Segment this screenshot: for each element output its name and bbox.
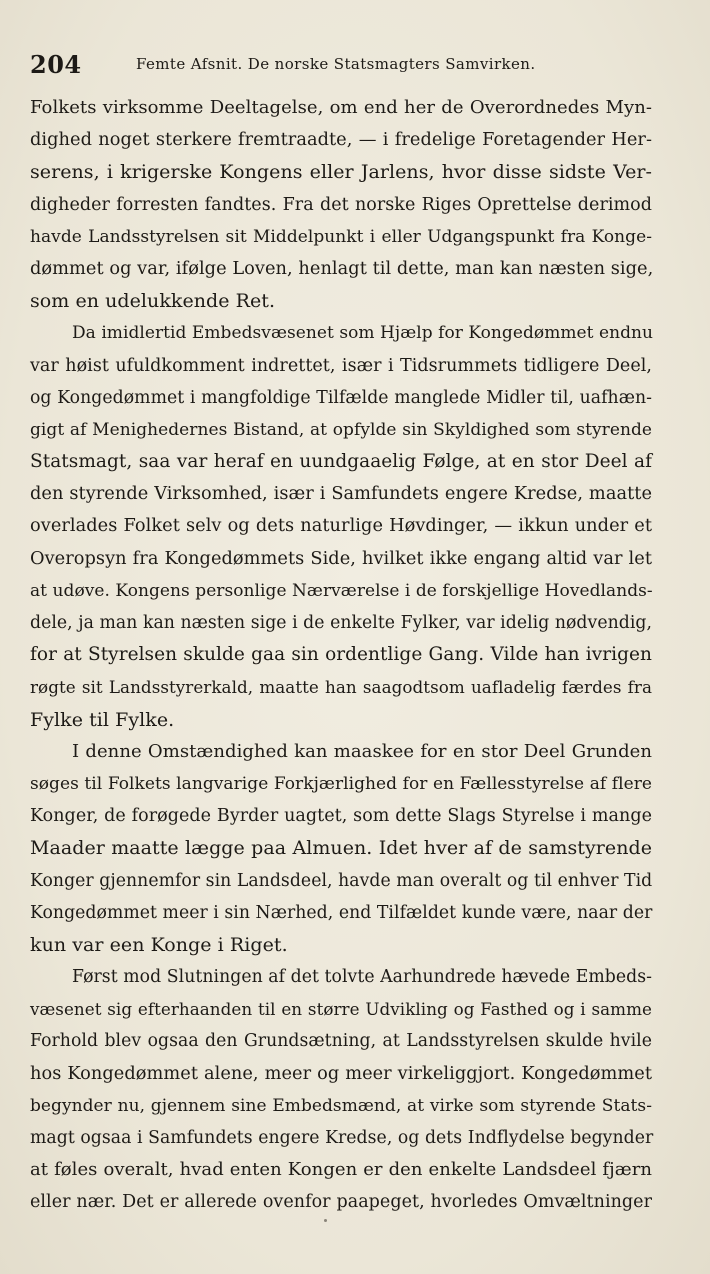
text-line: søges til Folkets langvarige Forkjærlighed for en Fællesstyrelse af flere — [30, 773, 652, 794]
body-text — [30, 92, 652, 1219]
text-line: digheder forresten fandtes. Fra det norske Riges Oprettelse derimod — [30, 194, 652, 215]
text-line: Overopsyn fra Kongedømmets Side, hvilket ikke engang altid var let — [30, 548, 652, 569]
page-header — [30, 48, 682, 84]
text-line: gigt af Menighedernes Bistand, at opfylde sin Skyldighed som styrende — [30, 419, 652, 440]
text-line: Forhold blev ogsaa den Grundsætning, at Landsstyrelsen skulde hvile — [30, 1031, 652, 1052]
text-line: at føles overalt, hvad enten Kongen er den enkelte Landsdeel fjærn — [30, 1159, 652, 1181]
text-line: serens, i krigerske Kongens eller Jarlens, hvor disse sidste Ver- — [30, 161, 652, 184]
text-line: Konger, de forøgede Byrder uagtet, som dette Slags Styrelse i mange — [30, 806, 652, 827]
text-line: overlades Folket selv og dets naturlige Høvdinger, — ikkun under et — [30, 516, 652, 537]
text-line: havde Landsstyrelsen sit Middelpunkt i eller Udgangspunkt fra Konge- — [30, 226, 652, 247]
text-line: Konger gjennemfor sin Landsdeel, havde man overalt og til enhver Tid — [30, 870, 653, 891]
text-line: kun var een Konge i Riget. — [30, 933, 288, 956]
text-line: som en udelukkende Ret. — [30, 290, 276, 313]
text-line: Først mod Slutningen af det tolvte Aarhundrede hævede Embeds- — [72, 967, 652, 988]
text-line: dømmet og var, ifølge Loven, henlagt til dette, man kan næsten sige, — [30, 258, 654, 279]
text-line: Maader maatte lægge paa Almuen. Idet hver af de samstyrende — [30, 837, 652, 860]
text-line: hos Kongedømmet alene, meer og meer virkeliggjort. Kongedømmet — [30, 1063, 652, 1084]
text-line: den styrende Virksomhed, især i Samfundets engere Kredse, maatte — [30, 484, 652, 505]
text-line: magt ogsaa i Samfundets engere Kredse, og dets Indflydelse begynder — [30, 1128, 654, 1148]
page-number: 204 — [30, 50, 82, 79]
text-line: eller nær. Det er allerede ovenfor paapeget, hvorledes Omvæltninger — [30, 1192, 652, 1213]
text-line: Statsmagt, saa var heraf en uundgaaelig Følge, at en stor Deel af — [30, 451, 652, 473]
text-line: væsenet sig efterhaanden til en større Udvikling og Fasthed og i samme — [30, 999, 652, 1020]
text-line: var høist ufuldkomment indrettet, især i Tidsrummets tidligere Deel, — [30, 355, 652, 376]
text-line: at udøve. Kongens personlige Nærværelse i de forskjellige Hovedlands- — [30, 580, 653, 601]
text-line: Da imidlertid Embedsvæsenet som Hjælp for Kongedømmet endnu — [72, 323, 654, 344]
running-head: Femte Afsnit. De norske Statsmagters Samvirken. — [136, 55, 536, 73]
page-speck — [324, 1219, 327, 1222]
text-line: dele, ja man kan næsten sige i de enkelte Fylker, var idelig nødvendig, — [30, 613, 653, 633]
text-line: I denne Omstændighed kan maaskee for en stor Deel Grunden — [72, 740, 652, 762]
text-line: dighed noget sterkere fremtraadte, — i fredelige Foretagender Her- — [30, 130, 652, 151]
text-line: og Kongedømmet i mangfoldige Tilfælde manglede Midler til, uafhæn- — [30, 387, 652, 408]
text-line: Fylke til Fylke. — [30, 708, 175, 731]
text-line: røgte sit Landsstyrerkald, maatte han saagodtsom uafladelig færdes fra — [30, 677, 652, 698]
text-line: Kongedømmet meer i sin Nærhed, end Tilfældet kunde være, naar der — [30, 902, 653, 923]
text-line: begynder nu, gjennem sine Embedsmænd, at virke som styrende Stats- — [30, 1095, 652, 1116]
text-line: for at Styrelsen skulde gaa sin ordentlige Gang. Vilde han ivrigen — [30, 644, 652, 666]
text-line: Folkets virksomme Deeltagelse, om end her de Overordnedes Myn- — [30, 97, 652, 118]
